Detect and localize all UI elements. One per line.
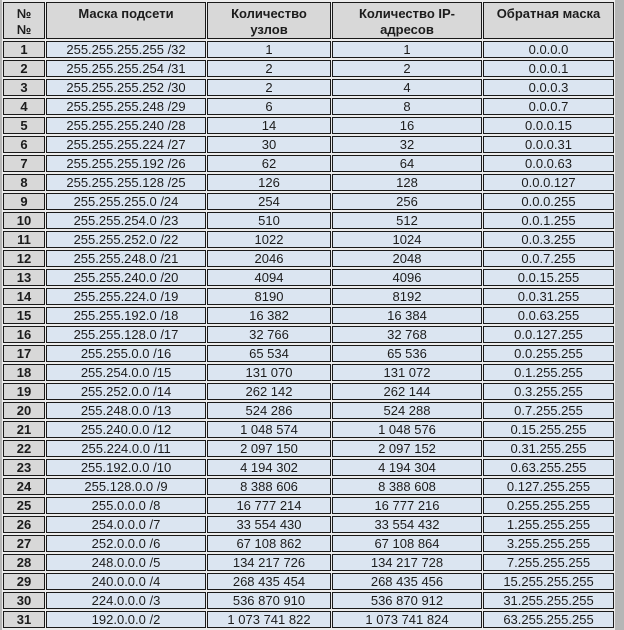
table-row [3,497,614,514]
row-number-cell: 31 [3,611,45,628]
ip-count-cell: 524 288 [332,402,482,419]
table-body [3,41,614,628]
subnet-mask-cell: 255.255.254.0 /23 [46,212,206,229]
subnet-mask-cell: 255.255.0.0 /16 [46,345,206,362]
table-row [3,193,614,210]
row-number-cell: 15 [3,307,45,324]
ip-count-cell: 1024 [332,231,482,248]
subnet-mask-cell: 255.255.255.0 /24 [46,193,206,210]
row-number-cell: 3 [3,79,45,96]
wildcard-mask-cell: 0.0.0.255 [483,193,614,210]
table-row [3,478,614,495]
hosts-count-cell: 6 [207,98,331,115]
ip-count-cell: 4 [332,79,482,96]
table-row [3,573,614,590]
row-number-cell: 12 [3,250,45,267]
wildcard-mask-cell: 0.0.0.15 [483,117,614,134]
row-number-cell: 5 [3,117,45,134]
ip-count-cell: 134 217 728 [332,554,482,571]
subnet-mask-cell: 248.0.0.0 /5 [46,554,206,571]
table-row [3,98,614,115]
hosts-count-cell: 4 194 302 [207,459,331,476]
wildcard-mask-cell: 0.0.0.127 [483,174,614,191]
wildcard-mask-cell: 0.1.255.255 [483,364,614,381]
ip-count-cell: 1 073 741 824 [332,611,482,628]
wildcard-mask-cell: 0.63.255.255 [483,459,614,476]
wildcard-mask-cell: 15.255.255.255 [483,573,614,590]
wildcard-mask-cell: 0.0.127.255 [483,326,614,343]
ip-count-cell: 512 [332,212,482,229]
table-row [3,383,614,400]
subnet-mask-cell: 255.255.255.254 /31 [46,60,206,77]
hosts-count-cell: 126 [207,174,331,191]
table-row [3,345,614,362]
subnet-mask-cell: 255.255.192.0 /18 [46,307,206,324]
subnet-mask-table [2,0,615,630]
ip-count-cell: 65 536 [332,345,482,362]
ip-count-cell: 64 [332,155,482,172]
hosts-count-cell: 4094 [207,269,331,286]
table-row [3,136,614,153]
header-row [3,2,614,39]
ip-count-cell: 2048 [332,250,482,267]
subnet-mask-cell: 255.255.255.252 /30 [46,79,206,96]
header-ip-count: Количество IP-адресов [332,2,482,39]
row-number-cell: 16 [3,326,45,343]
table-row [3,79,614,96]
hosts-count-cell: 254 [207,193,331,210]
row-number-cell: 22 [3,440,45,457]
wildcard-mask-cell: 0.0.255.255 [483,345,614,362]
ip-count-cell: 67 108 864 [332,535,482,552]
hosts-count-cell: 67 108 862 [207,535,331,552]
header-subnet-mask: Маска подсети [46,2,206,39]
subnet-mask-cell: 255.255.255.224 /27 [46,136,206,153]
row-number-cell: 29 [3,573,45,590]
table-row [3,288,614,305]
wildcard-mask-cell: 0.0.1.255 [483,212,614,229]
hosts-count-cell: 32 766 [207,326,331,343]
row-number-cell: 18 [3,364,45,381]
ip-count-cell: 8 [332,98,482,115]
subnet-mask-cell: 255.255.224.0 /19 [46,288,206,305]
table-row [3,516,614,533]
row-number-cell: 30 [3,592,45,609]
hosts-count-cell: 262 142 [207,383,331,400]
hosts-count-cell: 8 388 606 [207,478,331,495]
ip-count-cell: 256 [332,193,482,210]
subnet-mask-cell: 255.255.255.192 /26 [46,155,206,172]
row-number-cell: 4 [3,98,45,115]
table-row [3,174,614,191]
wildcard-mask-cell: 0.0.31.255 [483,288,614,305]
ip-count-cell: 1 [332,41,482,58]
row-number-cell: 27 [3,535,45,552]
table-row [3,212,614,229]
table-row [3,41,614,58]
table-row [3,554,614,571]
table-row [3,269,614,286]
table-row [3,364,614,381]
hosts-count-cell: 1 [207,41,331,58]
table-row [3,535,614,552]
ip-count-cell: 4 194 304 [332,459,482,476]
subnet-mask-cell: 255.255.255.255 /32 [46,41,206,58]
hosts-count-cell: 2046 [207,250,331,267]
wildcard-mask-cell: 31.255.255.255 [483,592,614,609]
hosts-count-cell: 131 070 [207,364,331,381]
wildcard-mask-cell: 0.7.255.255 [483,402,614,419]
wildcard-mask-cell: 63.255.255.255 [483,611,614,628]
ip-count-cell: 128 [332,174,482,191]
subnet-mask-cell: 255.128.0.0 /9 [46,478,206,495]
hosts-count-cell: 2 097 150 [207,440,331,457]
row-number-cell: 14 [3,288,45,305]
subnet-mask-cell: 255.0.0.0 /8 [46,497,206,514]
ip-count-cell: 8192 [332,288,482,305]
table-row [3,307,614,324]
table-row [3,60,614,77]
ip-count-cell: 536 870 912 [332,592,482,609]
subnet-mask-cell: 255.255.255.240 /28 [46,117,206,134]
row-number-cell: 17 [3,345,45,362]
row-number-cell: 1 [3,41,45,58]
wildcard-mask-cell: 0.15.255.255 [483,421,614,438]
wildcard-mask-cell: 0.0.0.63 [483,155,614,172]
subnet-mask-cell: 255.252.0.0 /14 [46,383,206,400]
table-row [3,231,614,248]
subnet-mask-cell: 255.224.0.0 /11 [46,440,206,457]
header-hosts-count: Количество узлов [207,2,331,39]
row-number-cell: 26 [3,516,45,533]
table-row [3,459,614,476]
table-row [3,402,614,419]
subnet-mask-cell: 255.255.240.0 /20 [46,269,206,286]
subnet-mask-cell: 255.248.0.0 /13 [46,402,206,419]
wildcard-mask-cell: 1.255.255.255 [483,516,614,533]
table-row [3,440,614,457]
row-number-cell: 28 [3,554,45,571]
ip-count-cell: 32 768 [332,326,482,343]
hosts-count-cell: 33 554 430 [207,516,331,533]
ip-count-cell: 131 072 [332,364,482,381]
wildcard-mask-cell: 0.0.0.31 [483,136,614,153]
wildcard-mask-cell: 0.0.0.1 [483,60,614,77]
row-number-cell: 6 [3,136,45,153]
subnet-mask-cell: 255.255.255.248 /29 [46,98,206,115]
hosts-count-cell: 65 534 [207,345,331,362]
wildcard-mask-cell: 0.31.255.255 [483,440,614,457]
hosts-count-cell: 1 073 741 822 [207,611,331,628]
ip-count-cell: 16 [332,117,482,134]
wildcard-mask-cell: 0.255.255.255 [483,497,614,514]
hosts-count-cell: 1022 [207,231,331,248]
wildcard-mask-cell: 0.0.0.7 [483,98,614,115]
subnet-mask-cell: 255.255.128.0 /17 [46,326,206,343]
hosts-count-cell: 510 [207,212,331,229]
subnet-mask-cell: 240.0.0.0 /4 [46,573,206,590]
row-number-cell: 19 [3,383,45,400]
hosts-count-cell: 8190 [207,288,331,305]
hosts-count-cell: 536 870 910 [207,592,331,609]
hosts-count-cell: 1 048 574 [207,421,331,438]
wildcard-mask-cell: 0.0.0.0 [483,41,614,58]
header-wildcard-mask: Обратная маска [483,2,614,39]
header-row-number: №№ [3,2,45,39]
ip-count-cell: 16 777 216 [332,497,482,514]
hosts-count-cell: 30 [207,136,331,153]
subnet-mask-cell: 255.255.252.0 /22 [46,231,206,248]
table-row [3,592,614,609]
subnet-mask-cell: 255.240.0.0 /12 [46,421,206,438]
wildcard-mask-cell: 0.0.7.255 [483,250,614,267]
row-number-cell: 23 [3,459,45,476]
hosts-count-cell: 16 777 214 [207,497,331,514]
table-row [3,421,614,438]
hosts-count-cell: 14 [207,117,331,134]
ip-count-cell: 2 [332,60,482,77]
wildcard-mask-cell: 0.3.255.255 [483,383,614,400]
ip-count-cell: 16 384 [332,307,482,324]
hosts-count-cell: 16 382 [207,307,331,324]
ip-count-cell: 33 554 432 [332,516,482,533]
wildcard-mask-cell: 0.0.0.3 [483,79,614,96]
subnet-mask-cell: 192.0.0.0 /2 [46,611,206,628]
row-number-cell: 24 [3,478,45,495]
subnet-mask-cell: 252.0.0.0 /6 [46,535,206,552]
ip-count-cell: 1 048 576 [332,421,482,438]
wildcard-mask-cell: 0.0.63.255 [483,307,614,324]
table-row [3,250,614,267]
wildcard-mask-cell: 3.255.255.255 [483,535,614,552]
hosts-count-cell: 2 [207,60,331,77]
wildcard-mask-cell: 0.127.255.255 [483,478,614,495]
subnet-mask-cell: 224.0.0.0 /3 [46,592,206,609]
wildcard-mask-cell: 0.0.3.255 [483,231,614,248]
row-number-cell: 8 [3,174,45,191]
row-number-cell: 10 [3,212,45,229]
row-number-cell: 20 [3,402,45,419]
ip-count-cell: 262 144 [332,383,482,400]
hosts-count-cell: 62 [207,155,331,172]
subnet-mask-cell: 255.192.0.0 /10 [46,459,206,476]
ip-count-cell: 8 388 608 [332,478,482,495]
subnet-mask-cell: 255.255.248.0 /21 [46,250,206,267]
table-row [3,117,614,134]
hosts-count-cell: 268 435 454 [207,573,331,590]
table-row [3,611,614,628]
ip-count-cell: 32 [332,136,482,153]
row-number-cell: 25 [3,497,45,514]
subnet-mask-cell: 254.0.0.0 /7 [46,516,206,533]
row-number-cell: 11 [3,231,45,248]
row-number-cell: 9 [3,193,45,210]
subnet-mask-cell: 255.255.255.128 /25 [46,174,206,191]
wildcard-mask-cell: 7.255.255.255 [483,554,614,571]
ip-count-cell: 268 435 456 [332,573,482,590]
row-number-cell: 13 [3,269,45,286]
table-row [3,326,614,343]
hosts-count-cell: 524 286 [207,402,331,419]
ip-count-cell: 2 097 152 [332,440,482,457]
ip-count-cell: 4096 [332,269,482,286]
hosts-count-cell: 134 217 726 [207,554,331,571]
hosts-count-cell: 2 [207,79,331,96]
row-number-cell: 7 [3,155,45,172]
subnet-mask-cell: 255.254.0.0 /15 [46,364,206,381]
row-number-cell: 21 [3,421,45,438]
row-number-cell: 2 [3,60,45,77]
table-row [3,155,614,172]
wildcard-mask-cell: 0.0.15.255 [483,269,614,286]
